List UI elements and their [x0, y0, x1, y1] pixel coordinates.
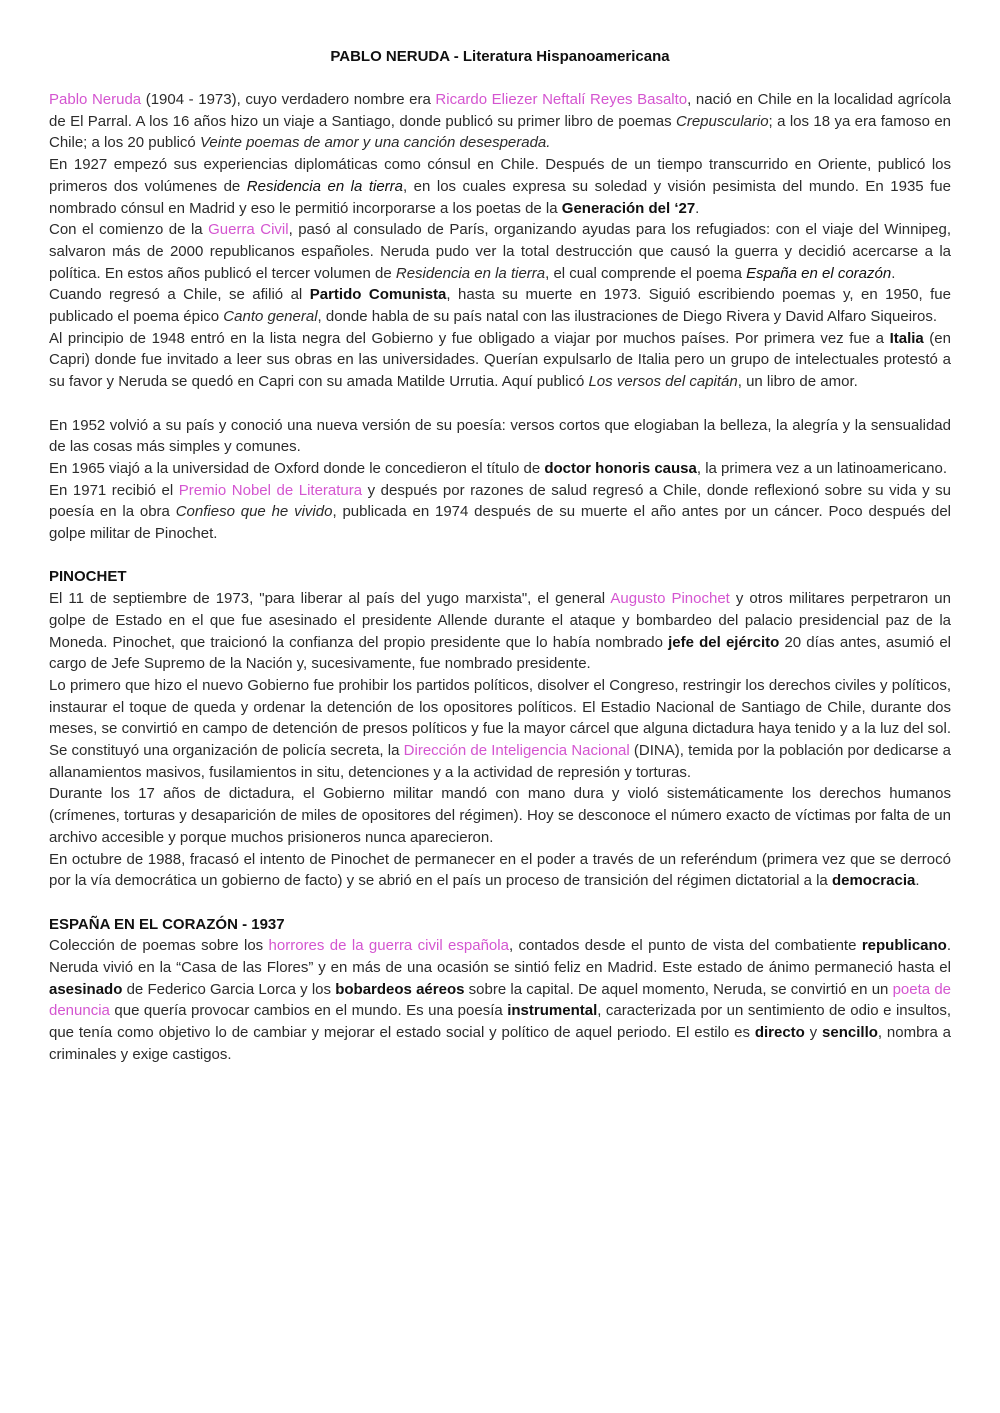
paragraph-pinochet-government	[49, 675, 951, 784]
highlight-poeta-denuncia: poeta de denuncia	[49, 980, 952, 1020]
text: sobre la capital. De aquel momento, Neruda, se convirtió en un	[464, 980, 893, 998]
text: En 1965 viajó a la universidad de Oxford donde le concedieron el título de	[49, 459, 545, 477]
title-residencia: Residencia en la tierra	[246, 177, 404, 195]
text: (en Capri) donde fue invitado a leer sus obras en las universidades. Querían expulsarlo de Italia pero un grupo de intelectuales protestó a su favor y Neruda se quedó en Capri con su amada Matilde Urrutia. Aquí publicó	[49, 329, 951, 391]
text: , el cual comprende el poema	[545, 264, 747, 282]
term-bobardeos: bobardeos aéreos	[335, 980, 465, 998]
term-sencillo: sencillo	[822, 1024, 878, 1042]
highlight-dina: Dirección de Inteligencia Nacional	[403, 742, 630, 760]
paragraph-neruda-nobel	[49, 480, 951, 545]
text: El 11 de septiembre de 1973, "para liberar al país del yugo marxista", el general	[49, 590, 611, 608]
highlight-real-name: Ricardo Eliezer Neftalí Reyes Basalto	[435, 91, 688, 108]
text: Al principio de 1948 entró en la lista negra del Gobierno y fue obligado a viajar por muchos países. Por primera vez fue a	[49, 329, 890, 347]
paragraph-neruda-italy	[49, 328, 951, 393]
highlight-augusto-pinochet: Augusto Pinochet	[610, 590, 730, 608]
text: , caracterizada por un sentimiento de odio e insultos, que tenía como objetivo lo de cambiar y mejorar el estado social y político de aquel periodo. El estilo es	[49, 1002, 951, 1042]
section-heading-espana: ESPAÑA EN EL CORAZÓN - 1937	[49, 915, 285, 933]
paragraph-neruda-1952: En 1952 volvió a su país y conoció una nueva versión de su poesía: versos cortos que elogiaban la belleza, la alegría y la sensualidad de las cosas más simples y comunes.	[49, 416, 951, 456]
term-partido-comunista: Partido Comunista	[309, 286, 447, 304]
text: , la primera vez a un latinoamericano.	[696, 459, 947, 477]
paragraph-neruda-intro	[49, 89, 951, 154]
text: , un libro de amor.	[737, 373, 858, 391]
text: Con el comienzo de la	[49, 221, 209, 239]
paragraph-neruda-oxford	[49, 458, 951, 480]
spacer	[49, 892, 951, 914]
text: , nació en Chile en la localidad agrícola de El Parral. A los 16 años hizo un viaje a Santiago, donde publicó su primer libro de poemas	[49, 91, 952, 130]
text: de Federico Garcia Lorca y los	[122, 980, 336, 998]
text: , nombra a criminales y exige castigos.	[49, 1024, 951, 1063]
term-doctor-honoris: doctor honoris causa	[544, 459, 697, 477]
text: . Neruda vivió en la “Casa de las Flores” y en más de una ocasión se sintió feliz en Madrid. Este estado de ánimo permaneció hasta el	[49, 937, 951, 977]
text: ; a los 18 ya era famoso en Chile; a los 20 publicó	[49, 112, 951, 152]
term-italia: Italia	[889, 329, 924, 347]
text: , en los cuales expresa su soledad y visión pesimista del mundo. En 1935 fue nombrado cónsul en Madrid y eso le permitió incorporarse a los poetas de la	[49, 177, 951, 217]
text: , pasó al consulado de París, organizando ayudas para los refugiados: con el viaje del Winnipeg, salvaron más de 2000 republicanos españoles. Neruda pudo ver la total destrucción que causó la guerra y decidió acercarse a la política. En estos años publicó el tercer volumen de	[49, 221, 951, 282]
paragraph-neruda-diplomat	[49, 154, 951, 219]
text: .	[695, 199, 700, 217]
highlight-pablo-neruda: Pablo Neruda	[49, 91, 142, 108]
text: .	[915, 872, 920, 890]
title-crepusculario: Crepusculario	[676, 112, 769, 130]
text: , hasta su muerte en 1973. Siguió escribiendo poemas y, en 1950, fue publicado el poema épico	[49, 286, 951, 326]
paragraph-pinochet-dictatorship: Durante los 17 años de dictadura, el Gobierno militar mandó con mano dura y violó sistemáticamente los derechos humanos (crímenes, torturas y desaparición de miles de opositores del régimen). Hoy se desconoce el número exacto de víctimas por falta de un archivo accesible y porque muchos prisioneros nunca aparecieron.	[49, 785, 951, 846]
title-veinte-poemas: Veinte poemas de amor y una canción desesperada.	[199, 134, 551, 152]
text: , contados desde el punto de vista del combatiente	[508, 937, 862, 955]
title-confieso: Confieso que he vivido	[175, 503, 333, 521]
text: En 1971 recibió el	[49, 481, 179, 499]
text: En octubre de 1988, fracasó el intento de Pinochet de permanecer en el poder a través de un referéndum (primera vez que se derrocó por la vía democrática un gobierno de facto) y se abrió en el país un proceso de transición del régimen dictatorial a la	[49, 850, 951, 890]
document-title: PABLO NERUDA - Literatura Hispanoamericana	[330, 48, 670, 65]
term-directo: directo	[754, 1024, 805, 1042]
paragraph-neruda-communist	[49, 284, 951, 327]
section-heading-pinochet: PINOCHET	[49, 568, 127, 586]
term-jefe-ejercito: jefe del ejército	[668, 633, 780, 651]
text: y	[804, 1024, 823, 1042]
paragraph-pinochet-coup	[49, 588, 951, 675]
text: que quería provocar cambios en el mundo. Es una poesía	[109, 1002, 508, 1020]
text: (DINA), temida por la población por dedicarse a allanamientos masivos, fusilamientos in situ, detenciones y a la actividad de represión y torturas.	[49, 742, 951, 781]
text: , publicada en 1974 después de su muerte el año antes por un cáncer. Poco después del golpe militar de Pinochet.	[49, 503, 952, 543]
term-instrumental: instrumental	[507, 1002, 598, 1020]
paragraph-neruda-civil-war	[49, 219, 951, 284]
text: Lo primero que hizo el nuevo Gobierno fue prohibir los partidos políticos, disolver el Congreso, restringir los derechos civiles y políticos, instaurar el toque de queda y ordenar la detención de los opositores políticos. El Estadio Nacional de Santiago de Chile, durante dos meses, se convirtió en campo de detención de presos políticos y fue la mayor cárcel que alguna dictadura haya tenido y a la luz del sol. Se constituyó una organización de policía secreta, la	[49, 676, 951, 760]
text: En 1927 empezó sus experiencias diplomáticas como cónsul en Chile. Después de un tiempo transcurrido en Oriente, publicó los primeros dos volúmenes de	[49, 156, 951, 195]
text: (1904 - 1973), cuyo verdadero nombre era	[141, 91, 436, 108]
text: , donde habla de su país natal con las ilustraciones de Diego Rivera y David Alfaro Siqueiros.	[317, 308, 938, 326]
title-canto-general: Canto general	[223, 308, 318, 326]
text: .	[891, 264, 896, 282]
term-generacion-27: Generación del ‘27	[561, 199, 696, 217]
highlight-guerra-civil: Guerra Civil	[208, 221, 289, 239]
spacer	[49, 545, 951, 567]
text: y después por razones de salud regresó a Chile, donde reflexionó sobre su vida y su poesía en la obra	[49, 481, 952, 521]
title-versos-capitan: Los versos del capitán	[588, 373, 738, 391]
text: Colección de poemas sobre los	[49, 937, 269, 955]
highlight-premio-nobel: Premio Nobel de Literatura	[178, 481, 363, 499]
title-residencia-2: Residencia en la tierra	[395, 264, 546, 282]
text: y otros militares perpetraron un golpe de Estado en el que fue asesinado el presidente Allende durante el ataque y bombardeo del palacio presidencial paz de la Moneda. Pinochet, que traicionó la confianza del propio presidente que lo había nombrado	[49, 590, 951, 651]
paragraph-espana	[49, 935, 951, 1065]
term-asesinado: asesinado	[49, 980, 123, 998]
text: Cuando regresó a Chile, se afilió al	[49, 286, 310, 304]
title-espana-corazon: España en el corazón	[746, 264, 892, 282]
term-republicano: republicano	[861, 937, 947, 955]
term-democracia: democracia	[831, 872, 916, 890]
highlight-horrores: horrores de la guerra civil española	[268, 937, 509, 955]
spacer	[49, 393, 951, 415]
paragraph-pinochet-referendum	[49, 849, 951, 892]
text: 20 días antes, asumió el cargo de Jefe Supremo de la Nación y, sucesivamente, fue nombrado presidente.	[49, 633, 952, 673]
